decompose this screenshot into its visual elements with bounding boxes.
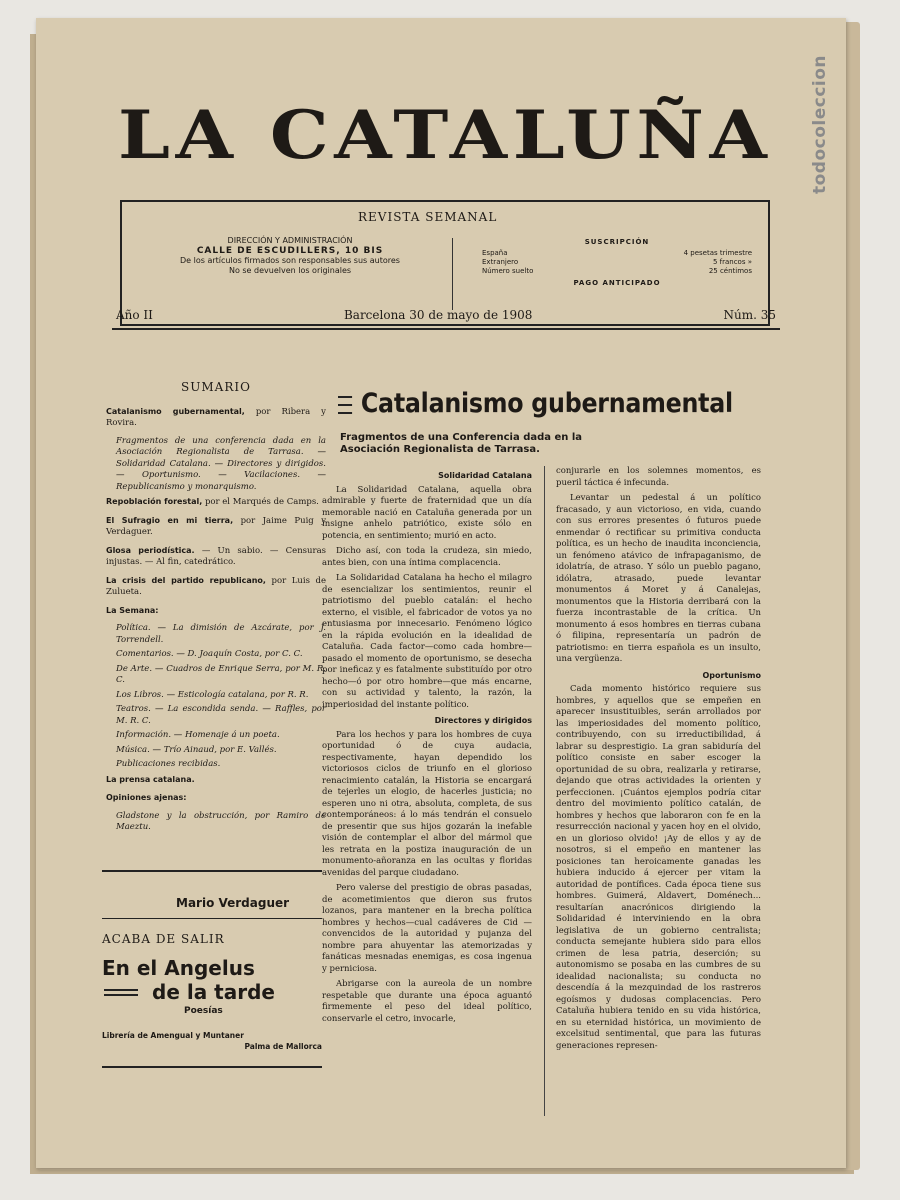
toc-subitem xyxy=(106,690,326,702)
price-place: Extranjero xyxy=(482,258,519,266)
toc-subitem xyxy=(106,811,326,834)
toc-item xyxy=(106,406,326,430)
article-subhead: Fragmentos de una Conferencia dada en la Asociación Regionalista de Tarrasa. xyxy=(340,432,583,455)
toc-item-title: Glosa periodística. xyxy=(106,545,195,555)
toc-item xyxy=(106,575,326,599)
toc-item-title: La prensa catalana. xyxy=(106,774,195,784)
book-title-line2: de la tarde xyxy=(102,980,322,1004)
toc-subitem xyxy=(106,704,326,727)
issue-date: Barcelona 30 de mayo de 1908 xyxy=(343,308,533,322)
price-place: Número suelto xyxy=(482,267,534,275)
subscription-label: SUSCRIPCIÓN xyxy=(584,238,650,246)
administration-info xyxy=(140,236,440,276)
toc-item-title: Repoblación forestal, xyxy=(106,497,203,506)
column-rule xyxy=(544,466,545,1116)
just-released-label: ACABA DE SALIR xyxy=(102,932,225,946)
toc-subitem xyxy=(106,664,326,687)
toc-subitem xyxy=(106,730,326,742)
toc-item-author: por Luis de Zulueta. xyxy=(106,575,326,597)
toc-subitem-text: Comentarios. — D. Joaquín Costa, por C. C. xyxy=(116,649,303,659)
toc-subitem xyxy=(106,623,326,646)
toc-subitem xyxy=(106,436,326,494)
price-row xyxy=(482,249,752,258)
toc-item xyxy=(106,792,326,805)
paragraph: Levantar un pedestal á un político fracasado, y aun victorioso, en vida, cuando con sus errores presentes ó futuros puede enmendar ó rectificar su primitiva conducta política, es un hecho de inaudita inconciencia, un fenómeno atávico de infrapaganismo, de idolatría, de atraso. Y sólo un pueblo pagano, idólatra, atrasado, puede levantar monumentos á Moret y á Canalejas, monumentos que la Historia derribará con la fuerza incontrastable de la crítica. Un monumento á esos hombres en tierras cubana ó filipina, representaría un padrón de patriotismo: en tierra española es un insulto, una vergüenza. xyxy=(556,493,761,664)
price-row xyxy=(482,258,752,267)
separator-rule xyxy=(102,870,322,872)
price-value: 25 céntimos xyxy=(708,267,752,275)
toc-item xyxy=(106,515,326,539)
section-heading: Directores y dirigidos xyxy=(434,716,532,725)
toc-item-author: por Ribera y Rovira. xyxy=(106,406,326,428)
toc-subitem-text: Publicaciones recibidas. xyxy=(116,759,221,769)
section-heading: Oportunismo xyxy=(702,670,761,680)
price-row xyxy=(482,267,752,276)
toc-subitem-text: Teatros. — La escondida senda. — Raffles, por M. R. C. xyxy=(116,704,326,726)
paragraph: Abrigarse con la aureola de un nombre respetable que durante una época aguantó firmemente el peso del ideal político, conservarle el cetro, invocarle, xyxy=(322,979,532,1024)
paragraph: conjurarle en los solemnes momentos, es pueril táctica é infecunda. xyxy=(556,466,761,488)
book-genre: Poesías xyxy=(184,1006,223,1016)
toc-item-author: — Un sabio. — Censuras injustas. — Al fin, catedrático. xyxy=(106,545,326,567)
paragraph: Dicho así, con toda la crudeza, sin miedo, antes bien, con una íntima complacencia. xyxy=(322,546,532,568)
address: CALLE DE ESCUDILLERS, 10 BIS xyxy=(196,246,384,256)
issue-number: Núm. 35 xyxy=(723,308,776,322)
book-title-line1: En el Angelus xyxy=(102,956,255,980)
box-divider xyxy=(452,238,453,310)
toc-subitem-text: De Arte. — Cuadros de Enrique Serra, por M. R. C. xyxy=(116,663,326,685)
headline-text: Catalanismo gubernamental xyxy=(360,388,733,419)
dateline xyxy=(116,308,776,322)
watermark-logo: todocoleccion xyxy=(810,54,830,194)
separator-rule xyxy=(102,1066,322,1068)
toc-item-title: La Semana: xyxy=(106,605,159,615)
toc-item-title: El Sufragio en mi tierra, xyxy=(106,515,234,525)
toc-subitem-text: Música. — Trío Ainaud, por E. Vallés. xyxy=(116,744,277,755)
price-value: 4 pesetas trimestre xyxy=(683,249,752,257)
toc-subitem xyxy=(106,759,326,771)
article-headline xyxy=(338,388,733,419)
toc-item xyxy=(106,545,326,569)
bookshop-info xyxy=(102,1030,322,1052)
toc-item-title: Catalanismo gubernamental, xyxy=(106,406,245,416)
toc-item-author: por Jaime Puig y Verdaguer. xyxy=(106,515,326,537)
toc-item xyxy=(106,496,326,509)
paragraph: Pero valerse del prestigio de obras pasadas, de acometimientos que dieron sus frutos lozanos, para mantener en la brecha política hombres y hechos—cual cadáveres de Cid — convencidos de la autoridad y pujanza del nombre para ahuyentar las atemorizadas y fanáticas mesnadas enemigas, es cosa ingenua y perniciosa. xyxy=(322,883,532,974)
article-column-2 xyxy=(556,466,761,1056)
price-place: España xyxy=(482,249,508,257)
paragraph: Para los hechos y para los hombres de cuya oportunidad ó de cuya audacia, respectivamente, hayan dependido los victoriosos ciclos de triunfo en el glorioso renacimiento catalán, la Historia se encargará de tejerles un elogio, de hacerles justicia; no esperen uno ni otra, absoluta, completa, de sus contemporáneos: á lo más tendrán el consuelo de presentir que sus hijos gozarán la inefable visión de contemplar el albor del mármol que les retrata en la postiza inauguración de un monumento-añoranza en las ocultas y floridas avenidas del parque ciudadano. xyxy=(322,729,532,878)
note-responsible: De los artículos firmados son responsables sus autores xyxy=(180,256,400,265)
dateline-rule xyxy=(112,328,780,330)
section-heading: Solidaridad Catalana xyxy=(438,471,532,480)
table-of-contents xyxy=(106,382,326,837)
paragraph: La Solidaridad Catalana, aquella obra admirable y fuerte de fraternidad que un día memorable nació en Cataluña generada por un insigne anhelo patriótico, existe sólo en potencia, en sentimiento; murió en acto. xyxy=(322,484,532,541)
paragraph: La Solidaridad Catalana ha hecho el milagro de esencializar los sentimientos, reunir el patriotismo del pueblo catalán: el hecho externo, el visible, el fabricador de votos ya no entusiasma por innecesario. Fenómeno lógico en la rápida evolución en la idealidad de Cataluña. Cada factor—como cada hombre—pasado el momento de oportunismo, se desecha por ineficaz y es fatalmente substituído por otro hecho—ó por otro hombre—que más encarne, con su actividad y talento, la razón, la imperiosidad del instante político. xyxy=(322,573,532,710)
bookshop-name: Librería de Amengual y Muntaner xyxy=(102,1031,244,1040)
toc-item xyxy=(106,605,326,618)
author-name: Mario Verdaguer xyxy=(176,896,290,910)
toc-subitem-text: Gladstone y la obstrucción, por Ramiro de Maeztu. xyxy=(116,810,326,832)
price-value: 5 francos » xyxy=(712,258,752,266)
masthead-title: LA CATALUÑA xyxy=(118,96,773,174)
newspaper-page xyxy=(36,18,846,1168)
year-label: Año II xyxy=(116,308,153,322)
toc-subitem xyxy=(106,745,326,757)
article-column-1 xyxy=(322,466,532,1029)
triple-bar-icon xyxy=(338,396,352,414)
toc-item-title: La crisis del partido republicano, xyxy=(106,575,266,585)
masthead-subtitle: REVISTA SEMANAL xyxy=(352,210,503,224)
toc-subitem-text: Los Libros. — Esticología catalana, por R. R. xyxy=(116,689,309,700)
toc-item-title: Opiniones ajenas: xyxy=(106,793,187,802)
payment-note: PAGO ANTICIPADO xyxy=(573,279,661,287)
toc-item xyxy=(106,774,326,787)
direccion-label: DIRECCIÓN Y ADMINISTRACIÓN xyxy=(227,236,353,245)
book-title xyxy=(102,956,322,1004)
toc-subitem xyxy=(106,649,326,661)
bookshop-city: Palma de Mallorca xyxy=(244,1042,322,1051)
toc-list xyxy=(106,406,326,834)
toc-subitem-text: Información. — Homenaje á un poeta. xyxy=(116,730,280,740)
toc-subitem-text: Fragmentos de una conferencia dada en la Asociación Regionalista de Tarrasa. — Solidaridad Catalana. — Directores y dirigidos. — Oportunismo. — Vacilaciones. — Republicanismo y monarquismo. xyxy=(116,435,326,492)
separator-rule xyxy=(102,918,322,919)
note-originals: No se devuelven los originales xyxy=(228,266,352,275)
toc-title: SUMARIO xyxy=(181,380,251,394)
paragraph: Cada momento histórico requiere sus hombres, y aquellos que se empeñen en aparecer insustituibles, serán arrollados por las imperiosidades del momento político, contribuyendo, con su irreductibilidad, á labrar su desprestigio. La gran sabiduría del político consiste en saber escoger la oportunidad de su obra, realizarla y retirarse, dejando que otras actividades la orienten y perfeccionen. ¡Cuántos ejemplos podría citar dentro del movimiento político catalán, de hombres y hechos que laboraron con fe en la resurrección nacional y yacen hoy en el olvido, en un glorioso olvido! ¡Ay de ellos y ay de nosotros, si el empeño en mantener las posiciones tan heroicamente ganadas les hubiera inducido á ejercer per vitam la autoridad de pontífices. Cada época tiene sus hombres. Guimerá, Aldavert, Doménech... resultarían anacrónicos dirigiendo la Solidaridad é interviniendo en la obra legislativa de un gobierno centralista; conducta semejante hubiera sido para ellos crimen de lesa patria, deserción; su autonomismo se posaba en las cumbres de su idealidad nacionalista; su conducta no descendía á la mezquindad de los rastreros egoísmos y dudosas complacencias. Pero Cataluña hubiera tenido en su vida histórica, en su eternidad histórica, un movimiento de excelsitud sentimental, que para las futuras generaciones represen- xyxy=(556,684,761,1051)
toc-item-author: por el Marqués de Camps. xyxy=(202,497,319,507)
toc-subitem-text: Política. — La dimisión de Azcárate, por J. Torrendell. xyxy=(116,623,326,645)
subscription-info xyxy=(482,238,752,288)
